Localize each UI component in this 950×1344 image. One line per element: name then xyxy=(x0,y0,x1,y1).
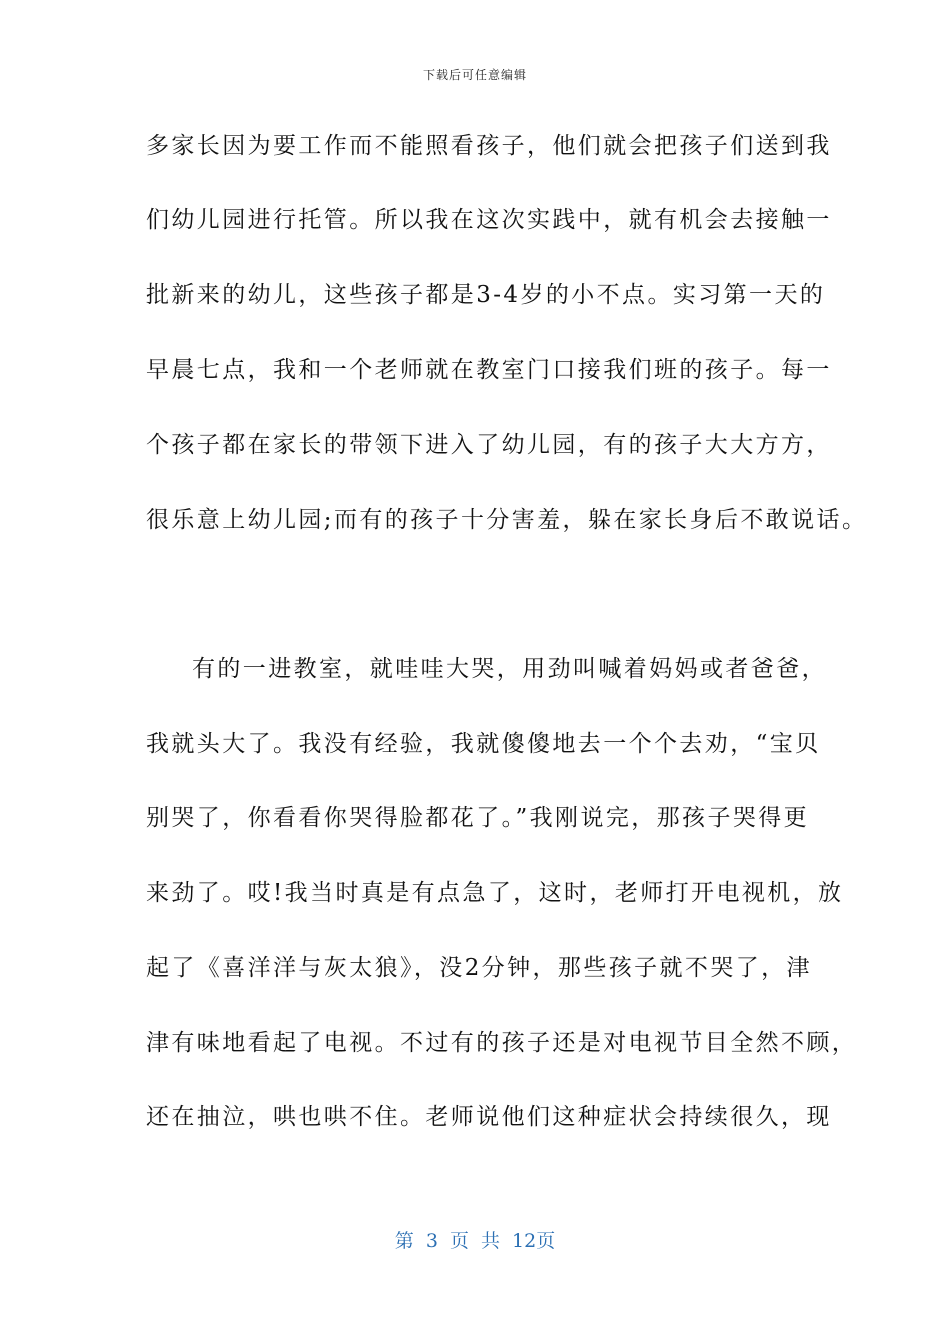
paragraph-1-line-1: 多家长因为要工作而不能照看孩子，他们就会把孩子们送到我 xyxy=(146,133,832,159)
paragraph-1-line-5: 个孩子都在家长的带领下进入了幼儿园，有的孩子大大方方， xyxy=(146,432,832,458)
page-number-footer: 第 3 页 共 12页 xyxy=(394,1230,556,1252)
paragraph-2-line-7: 还在抽泣，哄也哄不住。老师说他们这种症状会持续很久，现 xyxy=(146,1104,832,1130)
page-header: 下载后可任意编辑 xyxy=(422,68,527,82)
paragraph-1-line-3: 批新来的幼儿，这些孩子都是3-4岁的小不点。实习第一天的 xyxy=(146,282,826,308)
paragraph-1-line-2: 们幼儿园进行托管。所以我在这次实践中，就有机会去接触一 xyxy=(146,207,832,233)
paragraph-2-line-5: 起了《喜洋洋与灰太狼》，没2分钟，那些孩子就不哭了，津 xyxy=(146,955,812,981)
paragraph-2-line-4: 来劲了。哎!我当时真是有点急了，这时，老师打开电视机，放 xyxy=(146,880,844,906)
paragraph-2-line-1: 有的一进教室，就哇哇大哭，用劲叫喊着妈妈或者爸爸， xyxy=(192,656,827,682)
paragraph-1-line-4: 早晨七点，我和一个老师就在教室门口接我们班的孩子。每一 xyxy=(146,357,832,383)
paragraph-2-line-2: 我就头大了。我没有经验，我就傻傻地去一个个去劝，“宝贝 xyxy=(146,731,821,757)
paragraph-1-line-6: 很乐意上幼儿园;而有的孩子十分害羞，躲在家长身后不敢说话。 xyxy=(146,507,868,533)
paragraph-2-line-3: 别哭了，你看看你哭得脸都花了。”我刚说完，那孩子哭得更 xyxy=(146,805,810,831)
paragraph-2-line-6: 津有味地看起了电视。不过有的孩子还是对电视节目全然不顾， xyxy=(146,1030,858,1056)
